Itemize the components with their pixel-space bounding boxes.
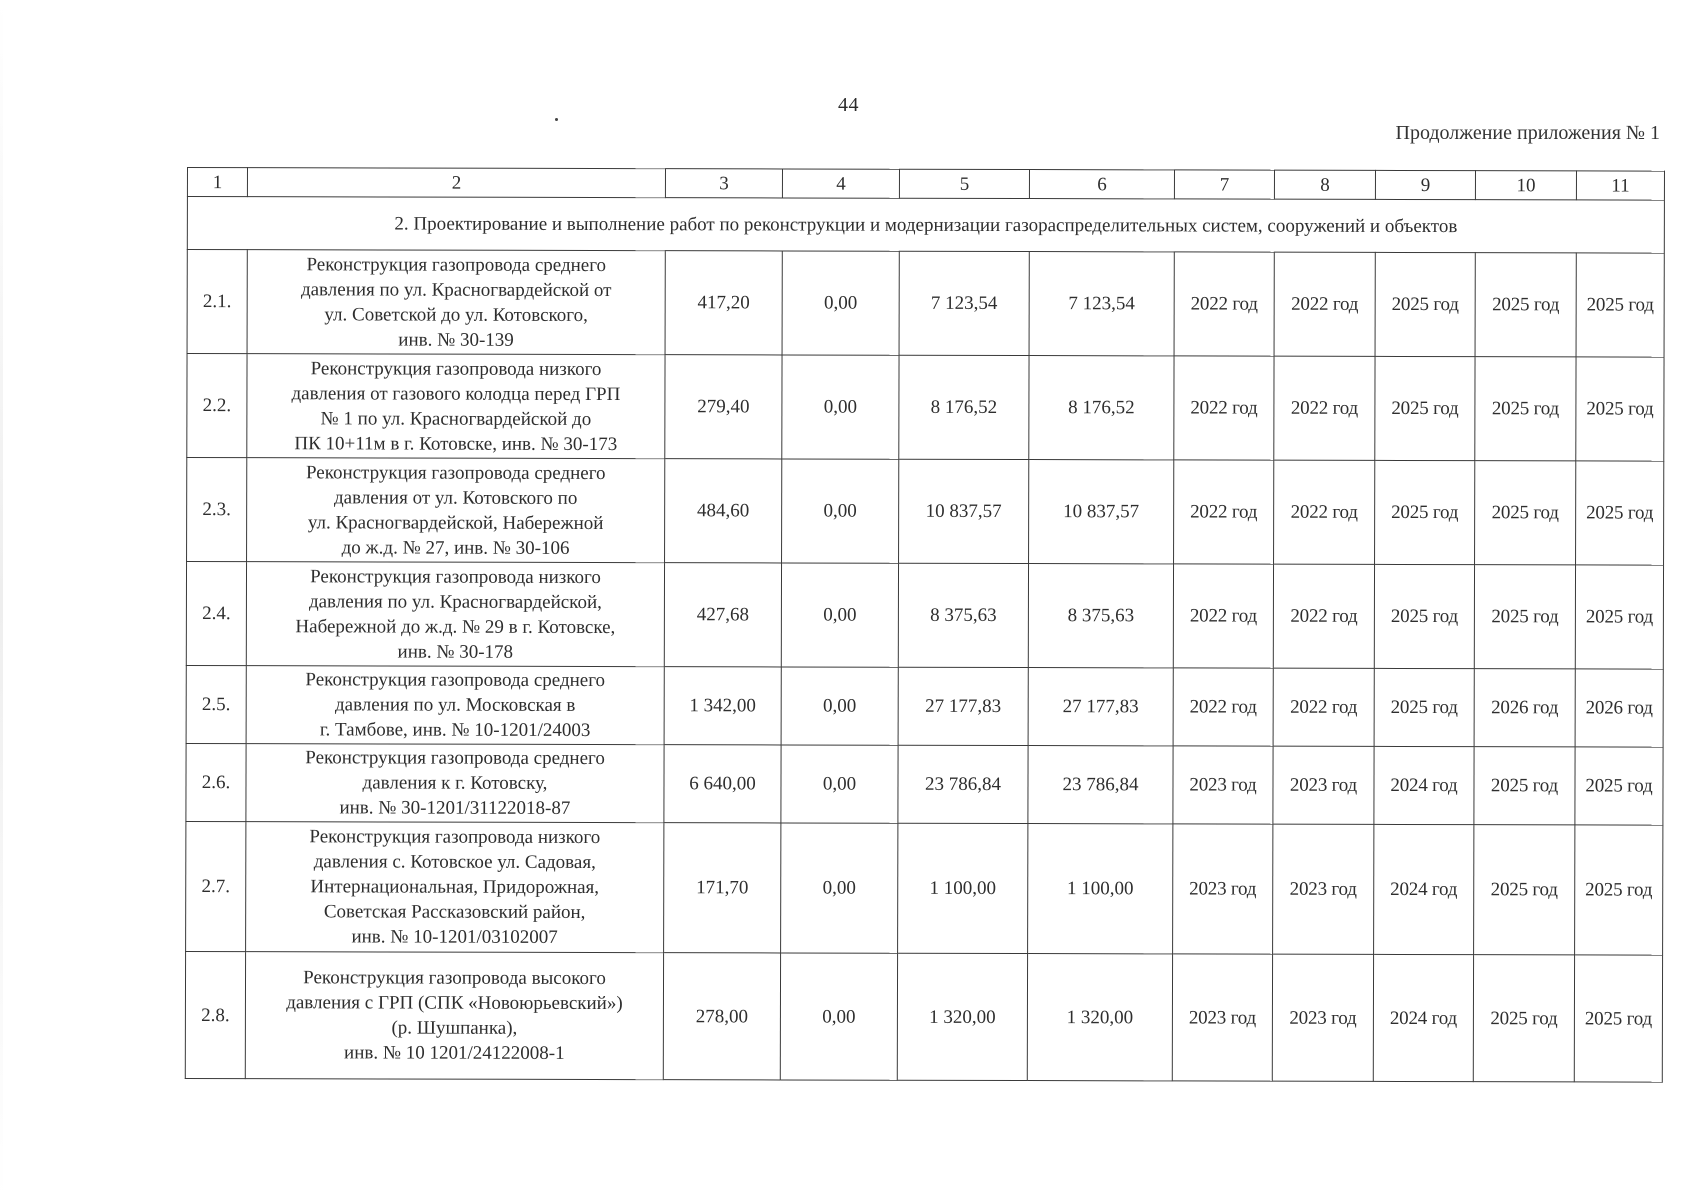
column-number-7: 7 [1174,170,1274,199]
cell-col8: 2022 год [1274,460,1375,564]
row-number: 2.3. [187,458,247,562]
description-line: Реконструкция газопровода низкого [309,826,601,849]
cell-col9: 2024 год [1374,746,1474,824]
row-description [246,744,664,823]
cell-col11: 2025 год [1575,565,1663,669]
cell-col3: 279,40 [665,355,782,459]
cell-col7: 2022 год [1174,252,1274,356]
column-number-11: 11 [1576,171,1664,200]
cell-col8: 2022 год [1274,356,1375,460]
section-title: 2. Проектирование и выполнение работ по реконструкции и модернизации газораспределительных систем, сооружений и объектов [187,197,1664,254]
cell-col11: 2025 год [1574,955,1662,1082]
cell-col7: 2023 год [1173,824,1273,954]
column-number-8: 8 [1274,170,1375,199]
cell-col8: 2022 год [1273,668,1374,746]
cell-col10: 2025 год [1475,461,1576,565]
cell-col8: 2023 год [1273,746,1374,824]
description-line: Реконструкция газопровода среднего [305,461,606,484]
row-description [245,952,663,1080]
cell-col5: 1 100,00 [898,823,1028,953]
cell-col5: 10 837,57 [899,459,1029,563]
description-line: (р. Шушпанка), [391,1017,518,1039]
column-number-2: 2 [247,168,665,198]
cell-col3: 427,68 [664,563,781,667]
cell-col4: 0,00 [780,953,897,1080]
cell-col5: 7 123,54 [899,251,1029,355]
row-description [246,822,664,953]
description-line: Советская Рассказовский район, [323,901,586,923]
cell-col10: 2025 год [1475,357,1576,461]
cell-col6: 10 837,57 [1029,460,1174,564]
cell-col9: 2025 год [1375,252,1475,356]
description-line: давления от ул. Котовского по [333,486,578,509]
description-line: г. Тамбове, инв. № 10-1201/24003 [319,719,591,741]
cell-col5: 8 176,52 [899,355,1029,459]
description-line: Набережной до ж.д. № 29 в г. Котовске, [295,615,616,638]
cell-col6: 1 320,00 [1027,954,1172,1081]
cell-col7: 2022 год [1173,668,1273,746]
cell-col4: 0,00 [782,251,899,355]
cell-col9: 2025 год [1375,460,1475,564]
table-row [186,743,1663,825]
description-line: Интернациональная, Придорожная, [310,876,600,899]
cell-col3: 417,20 [665,251,782,355]
description-line: давления по ул. Красногвардейской от [300,278,612,301]
column-number-1: 1 [187,168,247,197]
table-row [186,821,1663,955]
description-line: давления по ул. Московская в [334,694,576,716]
cell-col6: 7 123,54 [1029,252,1174,356]
page-number: 44 [838,94,859,116]
cell-col11: 2025 год [1575,825,1663,955]
description-line: давления по ул. Красногвардейской, [308,590,602,613]
description-line: ПК 10+11м в г. Котовске, инв. № 30-173 [294,432,618,455]
cell-col7: 2023 год [1172,954,1272,1081]
row-number: 2.7. [186,821,246,951]
cell-col4: 0,00 [781,823,898,953]
description-line: Реконструкция газопровода среднего [306,253,607,276]
row-description [246,562,664,667]
cell-col11: 2025 год [1576,461,1664,565]
cell-col6: 27 177,83 [1028,668,1173,746]
cell-col9: 2024 год [1373,954,1473,1081]
table-row [187,354,1664,462]
cell-col7: 2023 год [1173,746,1273,824]
cell-col3: 6 640,00 [664,745,781,823]
row-number: 2.4. [186,562,246,666]
cell-col10: 2025 год [1473,955,1574,1082]
table-row [187,458,1664,566]
description-line: давления с. Котовское ул. Садовая, [313,851,596,874]
row-description [247,354,665,459]
cell-col5: 23 786,84 [898,745,1028,823]
description-line: давления от газового колодца перед ГРП [291,382,621,405]
row-description [247,250,665,355]
cell-col3: 1 342,00 [664,667,781,745]
column-number-row [187,168,1664,201]
section-title-row [187,197,1664,254]
cell-col9: 2025 год [1374,668,1474,746]
description-line: ул. Красногвардейской, Набережной [307,511,604,534]
column-number-4: 4 [782,169,899,198]
table-row [186,562,1663,670]
row-description [246,666,664,745]
cell-col4: 0,00 [781,563,898,667]
description-line: инв. № 10 1201/24122008-1 [344,1042,565,1064]
cell-col4: 0,00 [782,355,899,459]
cell-col10: 2025 год [1474,825,1575,955]
row-number: 2.5. [186,665,246,743]
cell-col8: 2022 год [1274,252,1375,356]
row-description [247,458,665,563]
cell-col4: 0,00 [782,459,899,563]
cell-col5: 27 177,83 [898,667,1028,745]
column-number-10: 10 [1475,171,1576,200]
cell-col11: 2025 год [1576,357,1664,461]
cell-col5: 8 375,63 [898,563,1028,667]
column-number-5: 5 [899,169,1029,198]
cell-col10: 2026 год [1474,669,1575,747]
description-line: инв. № 30-1201/31122018-87 [339,797,571,819]
column-number-3: 3 [665,169,782,198]
cell-col3: 171,70 [664,823,781,953]
cell-col9: 2024 год [1374,824,1474,954]
cell-col9: 2025 год [1375,356,1475,460]
description-line: Реконструкция газопровода низкого [310,357,602,380]
cell-col10: 2025 год [1474,565,1575,669]
cell-col7: 2022 год [1174,356,1274,460]
description-line: Реконструкция газопровода низкого [310,565,601,588]
description-line: Реконструкция газопровода высокого [303,967,606,990]
table-row [186,665,1663,747]
cell-col7: 2022 год [1174,460,1274,564]
cell-col6: 1 100,00 [1028,824,1173,954]
cell-col6: 23 786,84 [1028,746,1173,824]
cell-col5: 1 320,00 [897,953,1027,1080]
cell-col11: 2026 год [1575,669,1663,747]
column-number-9: 9 [1375,170,1475,199]
appendix-table-wrapper [185,167,1665,1083]
column-number-6: 6 [1029,170,1174,199]
row-number: 2.1. [187,250,247,354]
description-line: № 1 по ул. Красногвардейской до [320,407,592,430]
row-number: 2.6. [186,743,246,821]
row-number: 2.2. [187,354,247,458]
cell-col3: 484,60 [665,459,782,563]
cell-col11: 2025 год [1576,253,1664,357]
table-row [185,951,1662,1082]
description-line: инв. № 30-178 [397,641,514,663]
description-line: давления с ГРП (СПК «Новоюрьевский») [286,992,623,1015]
description-line: Реконструкция газопровода среднего [305,747,605,770]
cell-col6: 8 176,52 [1029,356,1174,460]
description-line: давления к г. Котовску, [362,772,548,794]
description-line: ул. Советской до ул. Котовского, [324,303,588,326]
cell-col4: 0,00 [781,745,898,823]
cell-col10: 2025 год [1474,747,1575,825]
appendix-continuation-label: Продолжение приложения № 1 [1395,122,1660,144]
cell-col9: 2025 год [1374,564,1474,668]
cell-col6: 8 375,63 [1028,564,1173,668]
cell-col10: 2025 год [1475,253,1576,357]
cell-col3: 278,00 [663,953,780,1080]
description-line: инв. № 10-1201/03102007 [351,926,558,948]
cell-col11: 2025 год [1575,747,1663,825]
scan-edge [0,0,3,1200]
cell-col8: 2023 год [1273,824,1374,954]
scan-dot-mark [555,118,558,121]
cell-col7: 2022 год [1173,564,1273,668]
cell-col8: 2022 год [1273,564,1374,668]
table-row [187,250,1664,358]
row-number: 2.8. [185,951,245,1078]
cell-col4: 0,00 [781,667,898,745]
description-line: Реконструкция газопровода среднего [305,669,606,692]
description-line: инв. № 30-139 [398,329,514,351]
cell-col8: 2023 год [1272,954,1373,1081]
description-line: до ж.д. № 27, инв. № 30-106 [341,536,570,559]
appendix-table [185,167,1665,1083]
